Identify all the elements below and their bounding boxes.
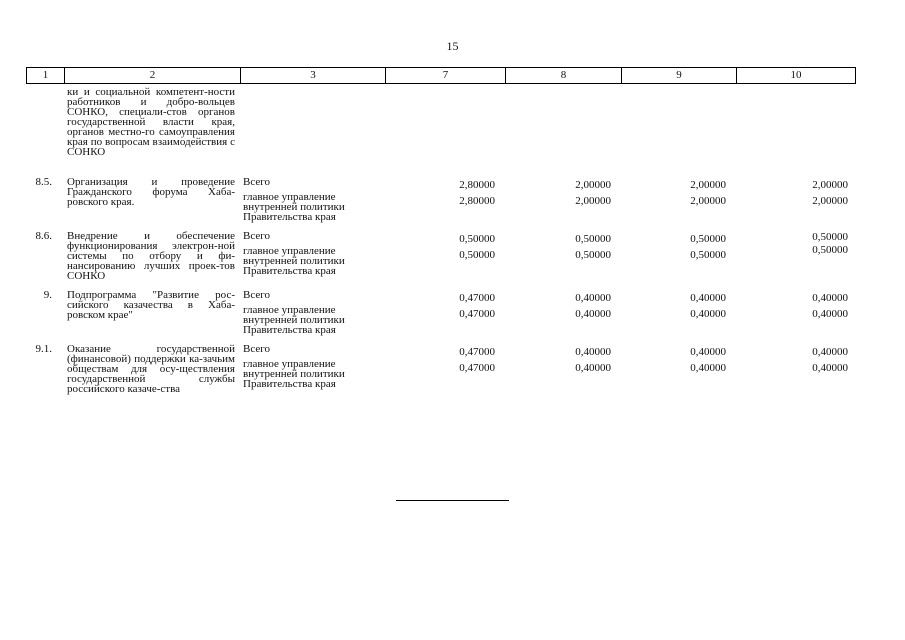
executor-body: главное управление внутренней политики Правительства края: [243, 304, 345, 336]
value-col-9: 2,00000 2,00000: [690, 179, 726, 207]
table-header: [26, 67, 856, 84]
footer-divider: [396, 500, 509, 501]
header-col-2: 2: [65, 68, 241, 83]
executor-total-label: Всего: [243, 230, 270, 242]
row-executor: [243, 290, 379, 335]
row-number: 9.: [43, 289, 52, 301]
header-col-10: 10: [790, 69, 802, 81]
row-number: 9.1.: [35, 343, 52, 355]
executor-total-label: Всего: [243, 176, 270, 188]
value-col-7: 2,80000 2,80000: [459, 179, 495, 207]
value-col-9: 0,40000 0,40000: [690, 346, 726, 374]
executor-body: главное управление внутренней политики Правительства края: [243, 191, 345, 223]
header-col-3: 3: [241, 68, 386, 83]
value-col-10: 0,40000 0,40000: [812, 292, 848, 320]
row-number: 8.6.: [35, 230, 52, 242]
value-col-8: 0,50000 0,50000: [575, 233, 611, 261]
row-name: Оказание государственной (финансовой) поддержки ка-зачьим обществам для осу-ществления государственной службы российского казаче-ства: [67, 343, 235, 395]
row-name: Внедрение и обеспечение функционирования электрон-ной системы по отбору и фи-нансированию лучших проек-тов СОНКО: [67, 230, 235, 282]
header-col-8: 8: [506, 68, 622, 83]
value-col-10: 0,40000 0,40000: [812, 346, 848, 374]
executor-total-label: Всего: [243, 343, 270, 355]
value-col-10: 0,50000 0,50000: [812, 231, 848, 256]
header-col-9: 9: [622, 68, 737, 83]
value-col-8: 0,40000 0,40000: [575, 292, 611, 320]
value-col-7: 0,47000 0,47000: [459, 346, 495, 374]
row-name: Организация и проведение Гражданского форума Хаба-ровского края.: [67, 176, 235, 208]
executor-body: главное управление внутренней политики Правительства края: [243, 245, 345, 277]
header-col-7: 7: [386, 68, 506, 83]
executor-body: главное управление внутренней политики Правительства края: [243, 358, 345, 390]
row-number: 8.5.: [35, 176, 52, 188]
value-col-8: 2,00000 2,00000: [575, 179, 611, 207]
value-col-8: 0,40000 0,40000: [575, 346, 611, 374]
header-col-1: 1: [27, 68, 65, 83]
value-col-9: 0,40000 0,40000: [690, 292, 726, 320]
value-col-10: 2,00000 2,00000: [812, 179, 848, 207]
row-executor: [243, 344, 379, 389]
executor-total-label: Всего: [243, 289, 270, 301]
value-col-9: 0,50000 0,50000: [690, 233, 726, 261]
row-name: ки и социальной компетент-ности работников и добро-вольцев СОНКО, специали-стов органов государственной власти края, органов местно-го самоуправления края по вопросам взаимодействия с СОНКО: [67, 86, 235, 158]
value-col-7: 0,50000 0,50000: [459, 233, 495, 261]
value-col-7: 0,47000 0,47000: [459, 292, 495, 320]
row-name: Подпрограмма "Развитие рос-сийского казачества в Хаба-ровском крае": [67, 289, 235, 321]
page-number: 15: [446, 39, 459, 53]
row-executor: [243, 231, 379, 276]
row-executor: [243, 177, 379, 222]
